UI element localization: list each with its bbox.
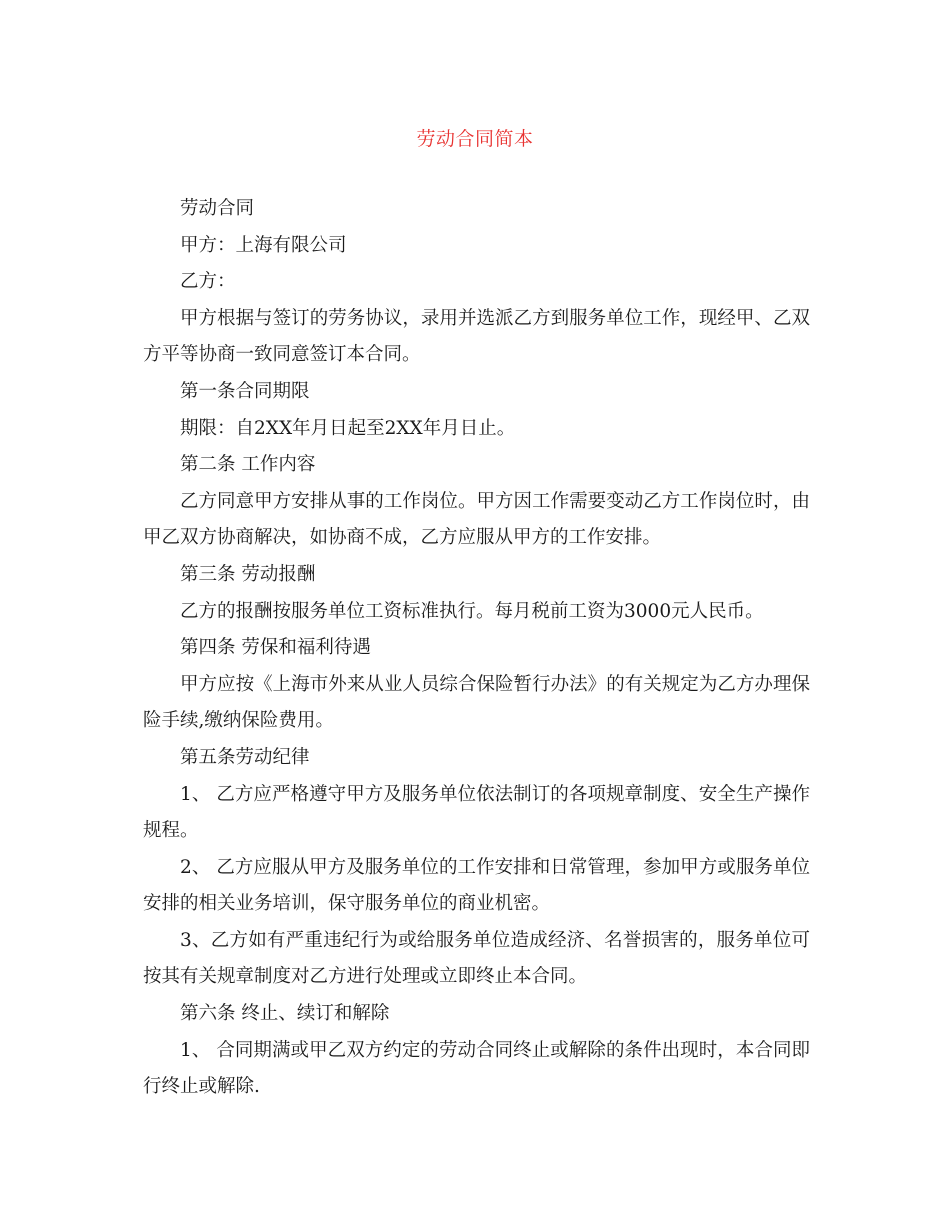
article-2-content: 乙方同意甲方安排从事的工作岗位。甲方因工作需要变动乙方工作岗位时，由甲乙双方协商解决，如协商不成，乙方应服从甲方的工作安排。 (143, 490, 810, 549)
article-1-term: 期限：自2XX年月日起至2XX年月日止。 (180, 417, 516, 439)
article-6-item-1: 1、 合同期满或甲乙双方约定的劳动合同终止或解除的条件出现时，本合同即行终止或解除. (143, 1039, 810, 1098)
article-6-heading: 第六条 终止、续订和解除 (180, 1003, 390, 1025)
paragraph-contract-heading: 劳动合同 (180, 198, 255, 219)
article-1-heading: 第一条合同期限 (180, 380, 310, 402)
article-5-item-3: 3、乙方如有严重违纪行为或给服务单位造成经济、名誉损害的，服务单位可按其有关规章制度对乙方进行处理或立即终止本合同。 (143, 929, 810, 988)
document-body (143, 191, 810, 1106)
paragraph-preamble: 甲方根据与签订的劳务协议，录用并选派乙方到服务单位工作，现经甲、乙双方平等协商一致同意签订本合同。 (143, 307, 810, 366)
article-4-heading: 第四条 劳保和福利待遇 (180, 637, 371, 659)
article-5-item-2: 2、 乙方应服从甲方及服务单位的工作安排和日常管理，参加甲方或服务单位安排的相关业务培训，保守服务单位的商业机密。 (143, 856, 810, 915)
article-2-heading: 第二条 工作内容 (180, 454, 316, 476)
article-5-heading: 第五条劳动纪律 (180, 746, 310, 768)
article-4-content: 甲方应按《上海市外来从业人员综合保险暂行办法》的有关规定为乙方办理保险手续,缴纳保险费用。 (143, 673, 810, 732)
document-title: 劳动合同简本 (416, 128, 534, 150)
paragraph-party-b: 乙方： (180, 271, 236, 293)
article-3-content: 乙方的报酬按服务单位工资标准执行。每月税前工资为3000元人民币。 (180, 600, 764, 622)
article-3-heading: 第三条 劳动报酬 (180, 563, 316, 585)
article-5-item-1: 1、 乙方应严格遵守甲方及服务单位依法制订的各项规章制度、安全生产操作规程。 (143, 783, 810, 842)
paragraph-party-a: 甲方：上海有限公司 (180, 234, 347, 256)
